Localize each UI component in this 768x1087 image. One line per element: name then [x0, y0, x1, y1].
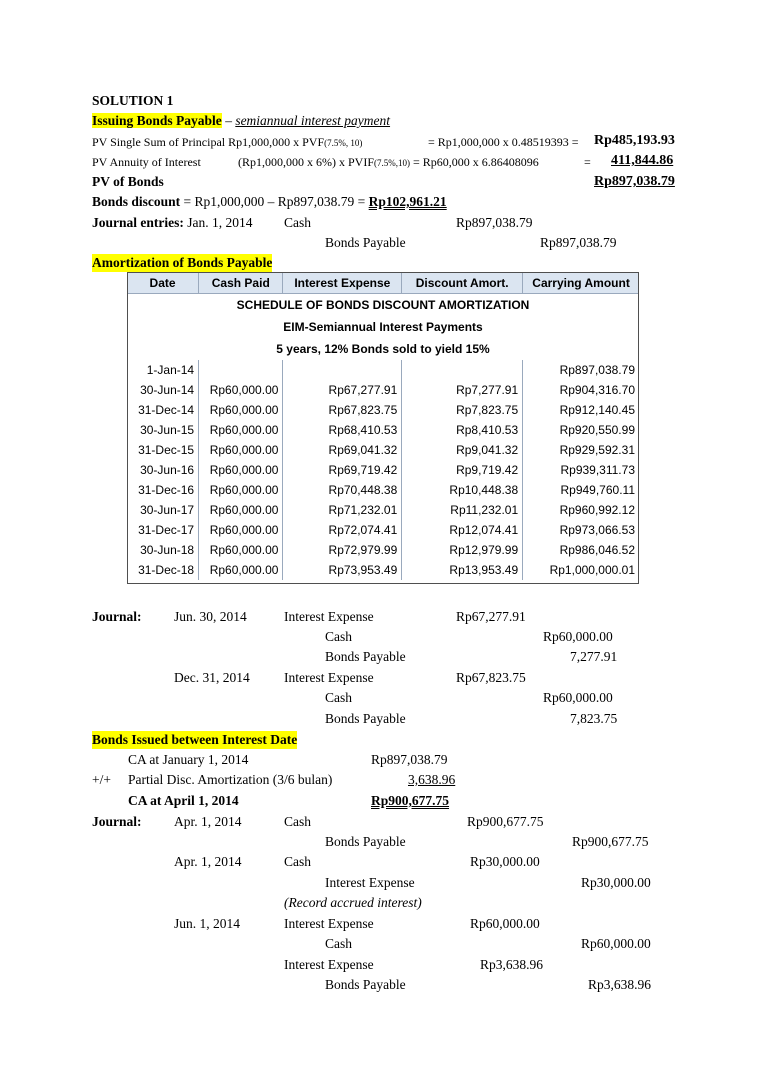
issuing-title: Issuing Bonds Payable — [92, 113, 222, 128]
journal3-d-dr: Interest Expense — [284, 957, 374, 972]
schedule-title-1: SCHEDULE OF BONDS DISCOUNT AMORTIZATION — [236, 298, 530, 312]
table-row — [127, 460, 639, 480]
schedule-title-2: EIM-Semiannual Interest Payments — [283, 320, 483, 334]
cell-date: 30-Jun-17 — [127, 500, 199, 520]
pv-single-eq: = Rp1,000,000 x 0.48519393 = — [428, 135, 579, 149]
journal2-e1-cr2: Bonds Payable — [325, 649, 406, 664]
cell-interest-expense: Rp69,719.42 — [283, 460, 402, 480]
col-interest-expense: Interest Expense — [283, 273, 402, 294]
journal3-c-dr-amt: Rp60,000.00 — [470, 916, 540, 931]
cell-discount-amort: Rp10,448.38 — [402, 480, 523, 500]
cell-interest-expense: Rp67,823.75 — [283, 400, 402, 420]
journal3-b-cr-amt: Rp30,000.00 — [581, 875, 651, 890]
cell-carrying-amount: Rp929,592.31 — [559, 443, 635, 457]
cell-date: 31-Dec-16 — [127, 480, 199, 500]
journal3-c-cr-amt: Rp60,000.00 — [581, 936, 651, 951]
bonds-discount-result: Rp102,961.21 — [368, 194, 447, 209]
journal2-e2-cr2: Bonds Payable — [325, 711, 406, 726]
cell-discount-amort: Rp9,041.32 — [402, 440, 523, 460]
col-date: Date — [127, 273, 199, 294]
journal3-d-cr-amt: Rp3,638.96 — [588, 977, 652, 992]
journal3-d3: Jun. 1, 2014 — [174, 916, 241, 931]
cell-date: 30-Jun-14 — [127, 380, 199, 400]
cell-carrying-amount: Rp920,550.99 — [559, 423, 635, 437]
schedule-title-3: 5 years, 12% Bonds sold to yield 15% — [276, 342, 490, 356]
journal2-e1-cr1-amt: Rp60,000.00 — [543, 629, 613, 644]
cell-cash-paid: Rp60,000.00 — [199, 560, 283, 580]
journal2-e1-dr: Interest Expense — [284, 609, 374, 624]
cell-carrying-amount: Rp904,316.70 — [559, 383, 635, 397]
journal3-label: Journal: — [92, 814, 142, 829]
journal3-b-note: (Record accrued interest) — [284, 895, 422, 910]
cell-interest-expense: Rp73,953.49 — [283, 560, 402, 580]
journal3-b-dr-amt: Rp30,000.00 — [470, 854, 540, 869]
solution-title: SOLUTION 1 — [92, 93, 174, 108]
cell-carrying-amount: Rp939,311.73 — [560, 463, 635, 477]
journal2-label: Journal: — [92, 609, 142, 624]
cell-interest-expense: Rp68,410.53 — [283, 420, 402, 440]
pv-annuity-eqsign: = — [584, 155, 591, 169]
journal3-d1: Apr. 1, 2014 — [174, 814, 242, 829]
pv-annuity-formula: (Rp1,000,000 x 6%) x PVIF — [238, 155, 375, 169]
pv-annuity-result: 411,844.86 — [611, 153, 674, 168]
table-row — [127, 500, 639, 520]
cell-carrying-amount: Rp949,760.11 — [560, 483, 635, 497]
cell-discount-amort: Rp9,719.42 — [402, 460, 523, 480]
ca-apr-amt: Rp900,677.75 — [371, 793, 450, 808]
journal2-e2-dr-amt: Rp67,823.75 — [456, 670, 526, 685]
cell-discount-amort: Rp7,823.75 — [402, 400, 523, 420]
cell-cash-paid: Rp60,000.00 — [199, 440, 283, 460]
cell-discount-amort: Rp8,410.53 — [402, 420, 523, 440]
table-row — [127, 520, 639, 540]
cell-interest-expense: Rp72,074.41 — [283, 520, 402, 540]
cell-interest-expense: Rp71,232.01 — [283, 500, 402, 520]
ca-jan-label: CA at January 1, 2014 — [128, 752, 249, 767]
journal3-c-cr: Cash — [325, 936, 352, 951]
journal2-e1-cr2-amt: 7,277.91 — [570, 649, 618, 664]
issuing-subtitle: semiannual interest payment — [235, 113, 391, 128]
journal3-d2: Apr. 1, 2014 — [174, 854, 242, 869]
journal3-d-dr-amt: Rp3,638.96 — [480, 957, 544, 972]
pv-annuity-args: (7.5%,10) — [374, 158, 411, 168]
journal2-date1: Jun. 30, 2014 — [174, 609, 247, 624]
cell-cash-paid: Rp60,000.00 — [199, 380, 283, 400]
cell-cash-paid: Rp60,000.00 — [199, 400, 283, 420]
partial-sign: +/+ — [92, 772, 111, 787]
cell-cash-paid: Rp60,000.00 — [199, 520, 283, 540]
journal3-d-cr: Bonds Payable — [325, 977, 406, 992]
cell-cash-paid — [199, 360, 283, 380]
cell-date: 30-Jun-16 — [127, 460, 199, 480]
cell-carrying-amount: Rp986,046.52 — [559, 543, 635, 557]
cell-carrying-amount: Rp1,000,000.01 — [549, 563, 635, 577]
table-row — [127, 400, 639, 420]
cell-date: 1-Jan-14 — [127, 360, 199, 380]
cell-date: 31-Dec-14 — [127, 400, 199, 420]
cell-date: 30-Jun-18 — [127, 540, 199, 560]
cell-discount-amort: Rp12,979.99 — [402, 540, 523, 560]
table-row — [127, 560, 639, 580]
journal-entries-line — [92, 214, 253, 232]
cell-cash-paid: Rp60,000.00 — [199, 500, 283, 520]
table-row — [127, 480, 639, 500]
cell-cash-paid: Rp60,000.00 — [199, 540, 283, 560]
je1-dr-amount: Rp897,038.79 — [456, 215, 533, 230]
journal-entries-date: Jan. 1, 2014 — [187, 215, 253, 230]
cell-carrying-amount: Rp912,140.45 — [559, 403, 635, 417]
cell-interest-expense: Rp72,979.99 — [283, 540, 402, 560]
cell-date: 30-Jun-15 — [127, 420, 199, 440]
col-discount-amort: Discount Amort. — [402, 273, 523, 294]
journal2-e2-cr1-amt: Rp60,000.00 — [543, 690, 613, 705]
journal3-b-cr: Interest Expense — [325, 875, 415, 890]
cell-cash-paid: Rp60,000.00 — [199, 480, 283, 500]
bonds-discount-line — [92, 193, 447, 211]
table-row — [127, 440, 639, 460]
pv-single-line — [92, 133, 362, 152]
issuing-dash: – — [221, 113, 236, 128]
pv-annuity-formula-wrap — [238, 153, 539, 172]
je1-cr-account: Bonds Payable — [325, 235, 406, 250]
je1-cr-amount: Rp897,038.79 — [540, 235, 617, 250]
journal3-b-dr: Cash — [284, 854, 311, 869]
journal2-e1-dr-amt: Rp67,277.91 — [456, 609, 526, 624]
pv-single-label: PV Single Sum of Principal — [92, 135, 226, 149]
journal-entries-label: Journal entries: — [92, 215, 184, 230]
cell-date: 31-Dec-18 — [127, 560, 199, 580]
journal3-a-dr: Cash — [284, 814, 311, 829]
ca-apr-label: CA at April 1, 2014 — [128, 793, 239, 808]
cell-discount-amort: Rp12,074.41 — [402, 520, 523, 540]
ca-jan-amt: Rp897,038.79 — [371, 752, 448, 767]
journal3-c-dr: Interest Expense — [284, 916, 374, 931]
cell-date: 31-Dec-17 — [127, 520, 199, 540]
pv-annuity-label: PV Annuity of Interest — [92, 155, 201, 169]
pv-bonds-label: PV of Bonds — [92, 174, 164, 189]
cell-carrying-amount: Rp897,038.79 — [559, 363, 635, 377]
col-cash-paid: Cash Paid — [199, 273, 283, 294]
cell-interest-expense: Rp70,448.38 — [283, 480, 402, 500]
amortization-title: Amortization of Bonds Payable — [92, 255, 273, 270]
cell-carrying-amount: Rp960,992.12 — [559, 503, 635, 517]
amortization-schedule-table — [127, 272, 639, 580]
partial-label: Partial Disc. Amortization (3/6 bulan) — [128, 772, 333, 787]
journal3-a-cr: Bonds Payable — [325, 834, 406, 849]
journal3-a-cr-amt: Rp900,677.75 — [572, 834, 649, 849]
table-row — [127, 540, 639, 560]
pv-single-args: (7.5%, 10) — [324, 138, 363, 148]
between-title: Bonds Issued between Interest Date — [92, 732, 298, 747]
je1-dr-account: Cash — [284, 215, 311, 230]
cell-interest-expense: Rp67,277.91 — [283, 380, 402, 400]
issuing-heading — [92, 112, 390, 130]
cell-discount-amort: Rp11,232.01 — [402, 500, 523, 520]
col-carrying-amount: Carrying Amount — [523, 273, 639, 294]
journal2-date2: Dec. 31, 2014 — [174, 670, 250, 685]
cell-date: 31-Dec-15 — [127, 440, 199, 460]
journal3-a-dr-amt: Rp900,677.75 — [467, 814, 544, 829]
pv-single-formula: Rp1,000,000 x PVF — [228, 135, 325, 149]
partial-amt: 3,638.96 — [408, 772, 456, 787]
cell-interest-expense: Rp69,041.32 — [283, 440, 402, 460]
cell-discount-amort — [402, 360, 523, 380]
journal2-e2-cr1: Cash — [325, 690, 352, 705]
table-row — [127, 380, 639, 400]
cell-carrying-amount: Rp973,066.53 — [559, 523, 635, 537]
journal2-e2-cr2-amt: 7,823.75 — [570, 711, 618, 726]
cell-discount-amort: Rp7,277.91 — [402, 380, 523, 400]
table-row — [127, 360, 639, 380]
bonds-discount-label: Bonds discount — [92, 194, 181, 209]
journal2-e1-cr1: Cash — [325, 629, 352, 644]
pv-annuity-eq: = Rp60,000 x 6.86408096 — [413, 155, 539, 169]
bonds-discount-formula: = Rp1,000,000 – Rp897,038.79 = — [183, 194, 366, 209]
pv-single-result: Rp485,193.93 — [594, 133, 675, 148]
journal2-e2-dr: Interest Expense — [284, 670, 374, 685]
schedule-header-row — [127, 273, 639, 294]
cell-discount-amort: Rp13,953.49 — [402, 560, 523, 580]
cell-cash-paid: Rp60,000.00 — [199, 420, 283, 440]
cell-interest-expense — [283, 360, 402, 380]
cell-cash-paid: Rp60,000.00 — [199, 460, 283, 480]
table-row — [127, 420, 639, 440]
pv-bonds-result: Rp897,038.79 — [594, 174, 675, 189]
